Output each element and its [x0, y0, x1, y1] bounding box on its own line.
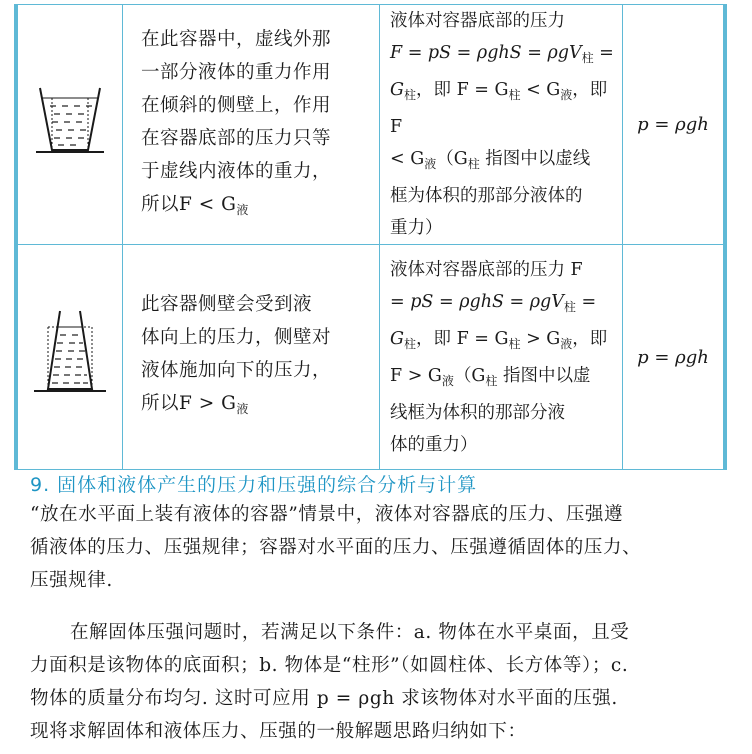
formula-line: 体的重力） [390, 434, 478, 455]
paragraph-line: 物体的质量分布均匀. 这时可应用 p = ρgh 求该物体对水平面的压强. [30, 688, 618, 709]
desc-line: 此容器侧壁会受到液 [141, 294, 313, 315]
container-figure-cell [16, 5, 123, 245]
comparison-table [14, 4, 722, 456]
formula-line: $G_柱$，即 $F = G_柱 < G_液$，即 F [390, 80, 608, 137]
description-cell [123, 5, 380, 245]
paragraph-line: 力面积是该物体的底面积；b. 物体是“柱形”（如圆柱体、长方体等）；c. [30, 655, 629, 676]
desc-line: 于虚线内液体的重力， [141, 160, 332, 182]
formula-line: < $G_液(G_柱$ 指图中以虚线 [390, 149, 591, 171]
desc-line: 所以$F < G_液$ [141, 193, 249, 217]
desc-line: 液体施加向下的压力， [141, 360, 332, 381]
paragraph-2 [30, 616, 730, 748]
formula-line: 线框为体积的那部分液 [390, 402, 565, 423]
formula-line: 框为体积的那部分液体的 [390, 186, 583, 206]
desc-line: 一部分液体的重力作用 [141, 61, 332, 83]
formula-line: = pS = ρghS = ρgV$_柱$ = [390, 291, 597, 314]
narrow-bottom-container-icon [30, 80, 110, 170]
pressure-formula-cell [623, 5, 726, 245]
paragraph-line: 循液体的压力、压强规律；容器对水平面的压力、压强遵循固体的压力、 [30, 537, 642, 558]
desc-line: 在此容器中，虚线外那 [141, 28, 332, 50]
desc-line: 在倾斜的侧壁上，作用 [141, 94, 332, 116]
formula-line: 重力） [390, 218, 443, 238]
paragraph-line: 在解固体压强问题时，若满足以下条件：a. 物体在水平桌面，且受 [70, 622, 630, 643]
formula-cell [380, 245, 623, 470]
section-title: 9. 固体和液体产生的压力和压强的综合分析与计算 [30, 474, 478, 496]
desc-line: 在容器底部的压力只等 [141, 127, 332, 149]
formula-line: F = pS = ρghS = ρgV$_柱$ = [390, 43, 614, 65]
desc-line: 所以$F > G_液$ [141, 393, 249, 416]
wide-bottom-container-icon [30, 307, 110, 407]
paragraph-line: “放在水平面上装有液体的容器”情景中，液体对容器底的压力、压强遵 [30, 504, 624, 525]
pressure-formula-cell [623, 245, 726, 470]
paragraph-line: 现将求解固体和液体压力、压强的一般解题思路归纳如下： [30, 721, 527, 742]
description-cell [123, 245, 380, 470]
table-row [16, 245, 725, 470]
pressure-formula: p = ρgh [637, 346, 709, 368]
paragraph-line: 压强规律. [30, 570, 113, 591]
paragraph-1 [30, 498, 730, 597]
desc-line: 体向上的压力，侧壁对 [141, 327, 332, 348]
table-row [16, 5, 725, 245]
formula-line: $F > G_液(G_柱$ 指图中以虚 [390, 365, 591, 388]
formula-cell [380, 5, 623, 245]
formula-line: $G_柱$，即 $F = G_柱 > G_液$，即 [390, 328, 608, 351]
formula-line: 液体对容器底部的压力 F [390, 259, 583, 280]
container-figure-cell [16, 245, 123, 470]
pressure-formula: p = ρgh [637, 114, 709, 135]
formula-line: 液体对容器底部的压力 [390, 11, 565, 31]
